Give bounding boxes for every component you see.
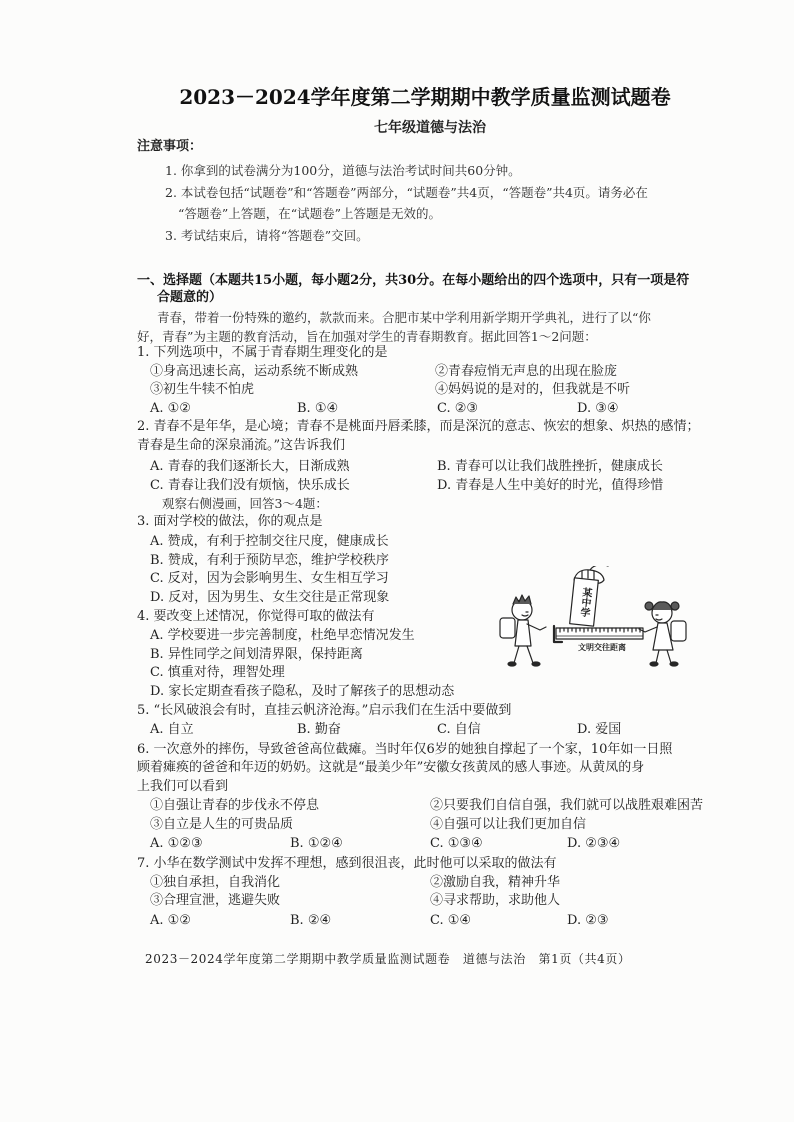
option-b: B. 赞成，有利于预防早恋，维护学校秩序 xyxy=(150,553,389,568)
material-line: 青春，带着一份特殊的邀约，款款而来。合肥市某中学利用新学期开学典礼，进行了以“你 xyxy=(157,310,651,325)
question-stem: 4. 要改变上述情况，你觉得可取的做法有 xyxy=(137,609,375,624)
question-stem: 青春是生命的深泉涌流。”这告诉我们 xyxy=(137,438,346,453)
option-b: B. ①④ xyxy=(297,401,339,416)
cartoon-sign-label: 某中学 xyxy=(577,586,592,618)
option-a: A. 赞成，有利于控制交往尺度，健康成长 xyxy=(150,534,389,549)
material-line: 好，青春”为主题的教育活动，旨在加强对学生的青春期教育。据此回答1～2问题： xyxy=(137,329,597,344)
option-c: C. ②③ xyxy=(437,401,479,416)
statement: ③合理宣泄，逃避失败 xyxy=(150,893,281,908)
cartoon-illustration xyxy=(490,566,694,670)
option-b: B. 青春可以让我们战胜挫折，健康成长 xyxy=(437,459,663,474)
option-a: A. 青春的我们逐渐长大，日渐成熟 xyxy=(150,459,350,474)
statement: ②只要我们自信自强，我们就可以战胜艰难困苦 xyxy=(430,798,704,813)
statement: ①独自承担，自我消化 xyxy=(150,875,281,890)
exam-title: 2023－2024学年度第二学期期中教学质量监测试题卷 xyxy=(179,85,671,109)
question-stem: 5. “长风破浪会有时，直挂云帆济沧海。”启示我们在生活中要做到 xyxy=(137,703,512,718)
option-d: D. ②③ xyxy=(567,913,609,928)
option-c: C. ①③④ xyxy=(430,836,483,851)
cartoon-boy xyxy=(500,595,546,666)
option-d: D. 反对，因为男生、女生交往是正常现象 xyxy=(150,590,390,605)
question-stem: 2. 青春不是年华，是心境；青春不是桃面丹唇柔膝，而是深沉的意志、恢宏的想象、炽热的感情； xyxy=(137,419,700,434)
option-d: D. ②③④ xyxy=(567,836,621,851)
notice-line: 1. 你拿到的试卷满分为100分，道德与法治考试时间共60分钟。 xyxy=(165,163,521,178)
option-c: C. 自信 xyxy=(437,722,481,737)
page-footer: 2023－2024学年度第二学期期中教学质量监测试题卷 道德与法治 第1页（共4页） xyxy=(145,952,631,966)
option-a: A. ①②③ xyxy=(150,836,203,851)
question-stem: 7. 小华在数学测试中发挥不理想，感到很沮丧，此时他可以采取的做法有 xyxy=(137,856,557,871)
notice-line: 3. 考试结束后，请将“答题卷”交回。 xyxy=(165,228,369,243)
question-stem: 顾着瘫痪的爸爸和年迈的奶奶。这就是“最美少年”安徽女孩黄凤的感人事迹。从黄凤的身 xyxy=(137,760,645,775)
option-b: B. ①②④ xyxy=(290,836,343,851)
option-c: C. 青春让我们没有烦恼，快乐成长 xyxy=(150,478,350,493)
option-b: B. 勤奋 xyxy=(297,722,341,737)
option-b: B. ②④ xyxy=(290,913,332,928)
statement: ①自强让青春的步伐永不停息 xyxy=(150,798,320,813)
cartoon-girl xyxy=(639,602,686,666)
option-c: C. 慎重对待，理智处理 xyxy=(150,665,285,680)
option-d: D. 爱国 xyxy=(577,722,622,737)
statement: ②激励自我，精神升华 xyxy=(430,875,561,890)
exam-subtitle: 七年级道德与法治 xyxy=(374,120,486,136)
question-stem: 3. 面对学校的做法，你的观点是 xyxy=(137,514,323,529)
option-c: C. 反对，因为会影响男生、女生相互学习 xyxy=(150,571,389,586)
option-a: A. 自立 xyxy=(150,722,194,737)
material-q3-4: 观察右侧漫画，回答3～4题： xyxy=(162,496,328,511)
notice-line: 2. 本试卷包括“试题卷”和“答题卷”两部分，“试题卷”共4页，“答题卷”共4页。请务必在 xyxy=(165,185,648,200)
option-d: D. ③④ xyxy=(577,401,619,416)
statement: ④妈妈说的是对的，但我就是不听 xyxy=(435,382,631,397)
question-stem: 6. 一次意外的摔伤，导致爸爸高位截瘫。当时年仅6岁的她独自撑起了一个家，10年如一日照 xyxy=(137,742,673,757)
section-heading-line: 合题意的） xyxy=(157,290,223,305)
option-d: D. 家长定期查看孩子隐私，及时了解孩子的思想动态 xyxy=(150,684,455,699)
option-b: B. 异性同学之间划清界限，保持距离 xyxy=(150,647,363,662)
notice-heading: 注意事项： xyxy=(137,139,203,154)
statement: ①身高迅速长高，运动系统不断成熟 xyxy=(150,364,359,379)
question-stem: 1. 下列选项中，不属于青春期生理变化的是 xyxy=(137,345,388,360)
option-a: A. 学校要进一步完善制度，杜绝早恋情况发生 xyxy=(150,628,415,643)
statement: ④自强可以让我们更加自信 xyxy=(430,817,587,832)
notice-line: “答题卷”上答题，在“试题卷”上答题是无效的。 xyxy=(178,206,442,221)
option-c: C. ①④ xyxy=(430,913,472,928)
cartoon-ruler-label: 文明交往距离 xyxy=(578,643,626,652)
cartoon-ruler xyxy=(554,626,643,642)
statement: ②青春痘悄无声息的出现在脸庞 xyxy=(435,364,618,379)
statement: ③初生牛犊不怕虎 xyxy=(150,382,255,397)
option-a: A. ①② xyxy=(150,913,191,928)
statement: ④寻求帮助，求助他人 xyxy=(430,893,561,908)
option-d: D. 青春是人生中美好的时光，值得珍惜 xyxy=(437,478,664,493)
question-stem: 上我们可以看到 xyxy=(137,779,229,794)
statement: ③自立是人生的可贵品质 xyxy=(150,817,294,832)
section-heading-line: 一、选择题（本题共15小题，每小题2分，共30分。在每小题给出的四个选项中，只有一项是符 xyxy=(137,273,690,288)
option-a: A. ①② xyxy=(150,401,191,416)
